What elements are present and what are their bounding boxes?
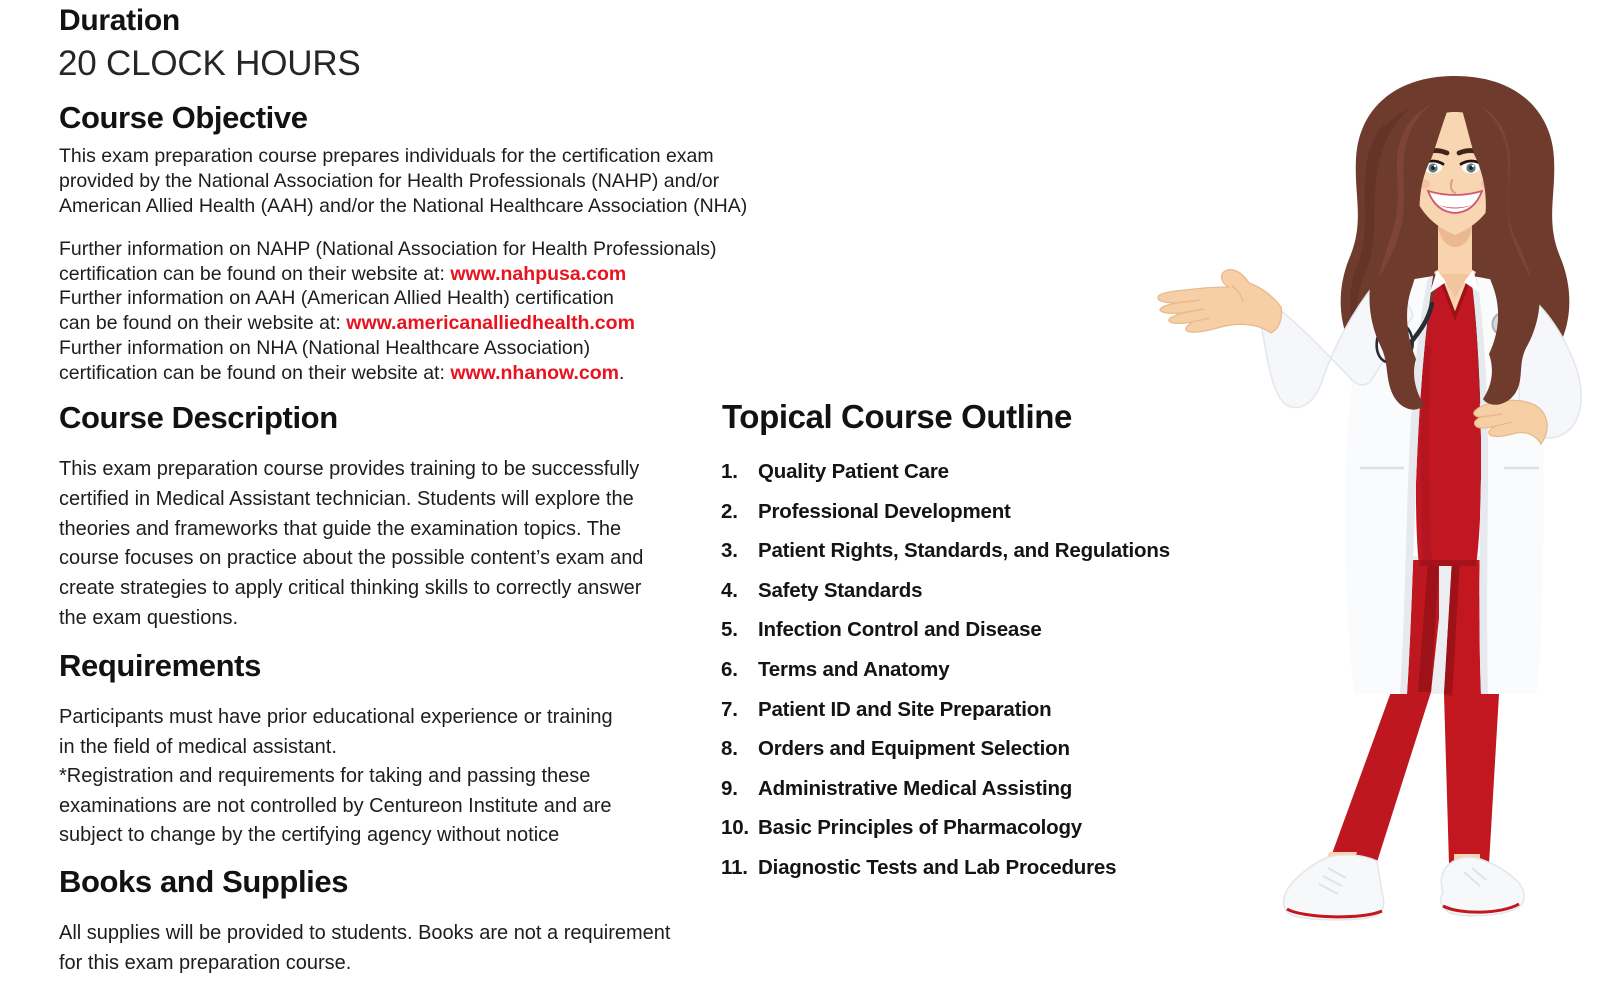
nahp-website-link[interactable]: www.nahpusa.com [450,262,627,285]
outline-item-label: Terms and Anatomy [758,657,950,681]
text-segment: certification can be found on their website at: [59,361,451,384]
books-and-supplies-heading: Books and Supplies [59,864,349,899]
text-line [59,311,717,336]
text-line: This exam preparation course prepares individuals for the certification exam [59,145,714,167]
text-line: examinations are not controlled by Centureon Institute and are [59,794,612,817]
outline-item-number: 10. [721,816,749,840]
doctor-open-palm-hand [1158,270,1282,333]
outline-item-label: Infection Control and Disease [758,618,1042,642]
text-line: provided by the National Association for Health Professionals (NAHP) and/or [59,170,720,192]
outline-item [721,538,1170,564]
outline-item [721,815,1170,841]
aah-website-link[interactable]: www.americanalliedhealth.com [346,312,635,335]
text-line: theories and frameworks that guide the examination topics. The [59,517,622,540]
course-objective-heading: Course Objective [59,100,308,135]
outline-item [721,657,1170,683]
text-segment: can be found on their website at: [59,312,347,335]
outline-item-label: Diagnostic Tests and Lab Procedures [758,855,1117,879]
outline-item-number: 2. [721,499,738,523]
duration-value: 20 CLOCK HOURS [58,44,361,83]
text-line: American Allied Health (AAH) and/or the National Healthcare Association (NHA) [59,195,748,217]
outline-item-number: 6. [721,657,738,681]
outline-item-label: Patient ID and Site Preparation [758,697,1052,721]
text-line [59,336,717,361]
outline-item-number: 5. [721,618,738,642]
outline-item-number: 8. [721,737,738,761]
doctor-shoes [1284,855,1524,920]
nha-website-link[interactable]: www.nhanow.com [450,361,619,384]
text-line [59,262,717,287]
outline-item-label: Administrative Medical Assisting [758,776,1073,800]
course-objective-paragraph [59,144,747,219]
text-line [59,286,717,311]
text-line: Participants must have prior educational experience or training [59,706,613,728]
topical-course-outline-list [721,459,1170,895]
certification-info-paragraph [59,237,717,385]
text-line [59,237,717,262]
outline-item-label: Orders and Equipment Selection [758,737,1070,761]
outline-item-label: Patient Rights, Standards, and Regulations [758,539,1170,563]
text-line: for this exam preparation course. [59,952,352,974]
text-segment: certification can be found on their website at: [59,262,451,285]
books-and-supplies-paragraph [59,918,670,978]
outline-item-label: Quality Patient Care [758,460,949,483]
text-line [59,361,717,386]
topical-course-outline-heading: Topical Course Outline [722,398,1072,435]
requirements-heading: Requirements [59,648,261,683]
outline-item-number: 7. [721,697,738,721]
text-line: This exam preparation course provides training to be successfully [59,458,640,480]
outline-item [721,855,1170,881]
outline-item [721,617,1170,643]
outline-item-label: Basic Principles of Pharmacology [758,816,1082,840]
requirements-paragraph [59,703,613,851]
outline-item-label: Professional Development [758,499,1011,523]
course-description-paragraph [59,455,643,634]
text-segment: Further information on AAH (American Allied Health) certification [59,287,614,310]
text-line: certified in Medical Assistant technician. Students will explore the [59,487,634,510]
outline-item-number: 4. [721,578,738,602]
duration-title: Duration [59,4,180,37]
text-line: the exam questions. [59,606,238,629]
text-segment: Further information on NHA (National Healthcare Association) [59,336,591,359]
outline-item-number: 1. [721,460,738,483]
doctor-illustration [1120,71,1600,921]
course-description-heading: Course Description [59,400,338,435]
text-line: *Registration and requirements for taking and passing these [59,765,591,788]
text-segment: . [618,361,625,384]
text-line: All supplies will be provided to students. Books are not a requirement [59,922,671,944]
outline-item [721,697,1170,723]
outline-item-label: Safety Standards [758,578,923,602]
text-line: create strategies to apply critical thinking skills to correctly answer [59,577,642,600]
text-line: subject to change by the certifying agency without notice [59,824,560,847]
outline-item [721,578,1170,604]
outline-item-number: 11. [721,855,748,879]
outline-item [721,736,1170,762]
text-segment: Further information on NAHP (National Association for Health Professionals) [59,238,717,260]
outline-item [721,459,1170,485]
outline-item-number: 9. [721,776,738,800]
text-line: in the field of medical assistant. [59,735,337,758]
text-line: course focuses on practice about the possible content’s exam and [59,547,644,570]
outline-item [721,499,1170,525]
outline-item-number: 3. [721,539,738,563]
outline-item [721,776,1170,802]
